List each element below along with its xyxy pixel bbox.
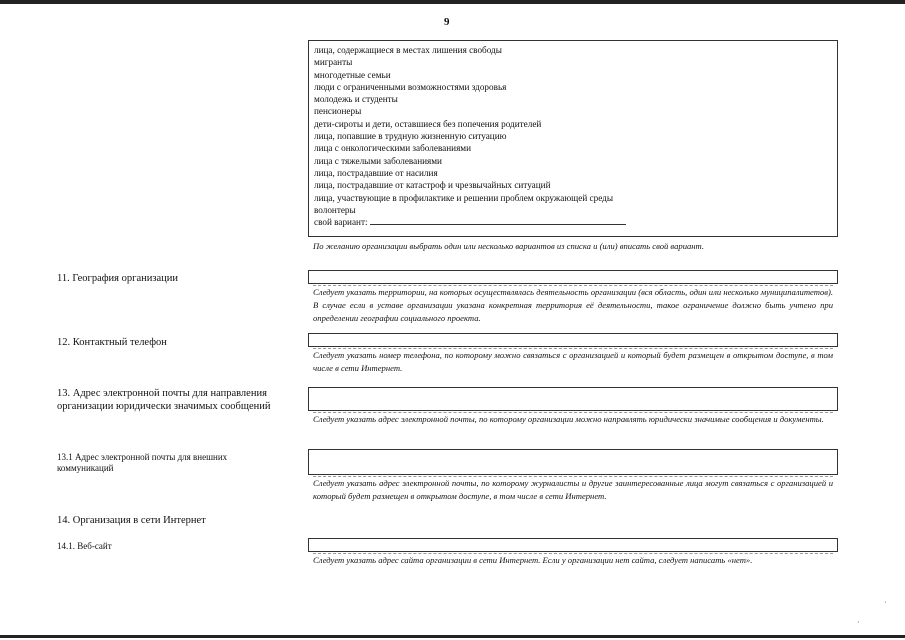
target-group-option[interactable]: пенсионеры [314, 106, 362, 117]
geography-field[interactable] [308, 270, 838, 284]
phone-label: 12. Контактный телефон [57, 337, 167, 348]
target-group-option[interactable]: лица, пострадавшие от катастроф и чрезвычайных ситуаций [314, 180, 551, 191]
phone-hint: Следует указать номер телефона, по которому можно связаться с организацией и который будет размещен в открытом доступе, в том числе в сети Интернет. [313, 350, 833, 373]
own-variant-row [314, 216, 832, 228]
top-border-rule [0, 0, 905, 4]
target-group-option[interactable]: волонтеры [314, 204, 356, 215]
target-groups-box [308, 40, 838, 237]
geography-label: 11. География организации [57, 273, 179, 284]
website-field[interactable] [308, 538, 838, 552]
website-hint: Следует указать адрес сайта организации в сети Интернет. Если у организации нет сайта, следует написать «нет». [313, 553, 833, 567]
scan-speck-2: · [857, 618, 860, 627]
legal-email-label: 13. Адрес электронной почты для направления организации юридически значимых сообщений [57, 388, 271, 412]
bottom-border-rule [0, 635, 905, 638]
target-group-option[interactable]: многодетные семьи [314, 69, 391, 80]
external-email-hint: Следует указать адрес электронной почты, по которому журналисты и другие заинтересованные лица могут связаться с организацией и который будет размещен в открытом доступе, в том числе в сети Интернет. [313, 478, 833, 501]
external-email-field[interactable] [308, 449, 838, 475]
target-group-option[interactable]: люди с ограниченными возможностями здоровья [314, 81, 507, 92]
own-variant-input-line[interactable] [370, 216, 626, 225]
legal-email-field[interactable] [308, 387, 838, 411]
internet-label: 14. Организация в сети Интернет [57, 515, 206, 526]
target-group-option[interactable]: мигранты [314, 57, 353, 68]
target-groups-list [314, 44, 832, 216]
target-group-option[interactable]: молодежь и студенты [314, 94, 398, 105]
legal-email-hint: Следует указать адрес электронной почты, по которому организации можно направлять юридически значимые сообщения и документы. [313, 412, 833, 426]
target-group-option[interactable]: дети-сироты и дети, оставшиеся без попечения родителей [314, 118, 542, 129]
target-group-option[interactable]: лица, пострадавшие от насилия [314, 167, 438, 178]
target-group-option[interactable]: лица, попавшие в трудную жизненную ситуацию [314, 131, 507, 142]
geography-hint: Следует указать территории, на которых осуществлялась деятельность организации (вся область, один или несколько муниципалитетов). В случае если в уставе организации указана конкретная территория её деятельности, такое ограничение должно быть учтено при определении географии социального проекта. [313, 287, 833, 323]
target-groups-hint: По желанию организации выбрать один или несколько вариантов из списка и (или) вписать свой вариант. [313, 241, 705, 251]
target-group-option[interactable]: лица, содержащиеся в местах лишения свободы [314, 45, 502, 55]
website-label: 14.1. Веб-сайт [57, 541, 112, 551]
target-group-option[interactable]: лица с тяжелыми заболеваниями [314, 155, 442, 166]
target-group-option[interactable]: лица с онкологическими заболеваниями [314, 143, 472, 154]
scan-speck: · [884, 598, 887, 607]
external-email-label: 13.1 Адрес электронной почты для внешних коммуникаций [57, 452, 228, 473]
page-number: 9 [444, 16, 450, 28]
phone-field[interactable] [308, 333, 838, 347]
target-group-option[interactable]: лица, участвующие в профилактике и решении проблем окружающей среды [314, 192, 614, 203]
own-variant-label: свой вариант: [314, 217, 368, 228]
